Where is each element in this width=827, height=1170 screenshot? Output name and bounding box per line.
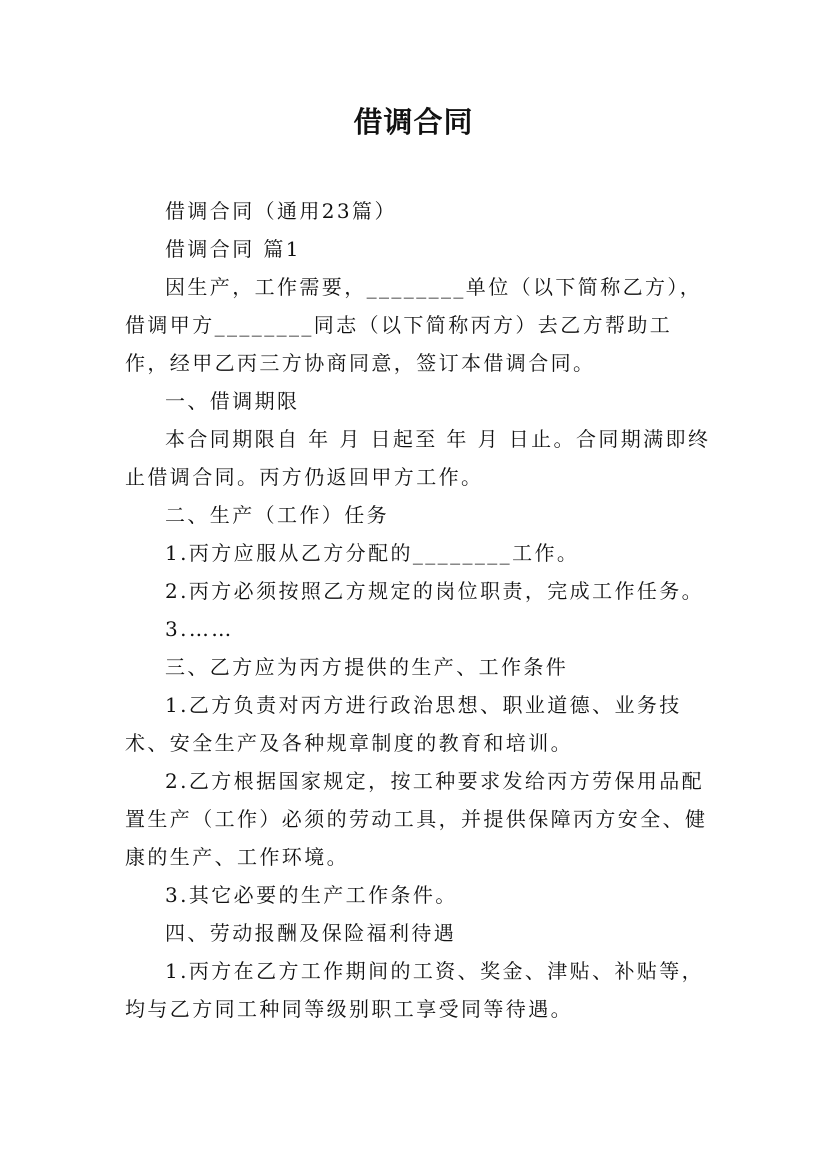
document-title: 借调合同 xyxy=(353,105,474,139)
section-heading: 借调合同 篇1 xyxy=(165,237,301,261)
subtitle-line: 借调合同（通用23篇） xyxy=(165,199,397,223)
condition-item: 3.其它必要的生产工作条件。 xyxy=(165,883,458,907)
task-item: 3.…… xyxy=(165,617,234,641)
section-heading: 三、乙方应为丙方提供的生产、工作条件 xyxy=(165,655,569,679)
section-heading: 四、劳动报酬及保险福利待遇 xyxy=(165,921,457,945)
term-paragraph: 本合同期限自 年 月 日起至 年 月 日止。合同期满即终止借调合同。丙方仍返回甲方工作。 xyxy=(125,427,711,489)
intro-paragraph: 因生产，工作需要，________单位（以下简称乙方），借调甲方________同志（以下简称丙方）去乙方帮助工作，经甲乙丙三方协商同意，签订本借调合同。 xyxy=(125,275,703,375)
document-body xyxy=(125,192,715,1028)
compensation-item: 1.丙方在乙方工作期间的工资、奖金、津贴、补贴等，均与乙方同工种同等级别职工享受同等待遇。 xyxy=(125,959,705,1021)
section-heading: 二、生产（工作）任务 xyxy=(165,503,389,527)
condition-item: 1.乙方负责对丙方进行政治思想、职业道德、业务技术、安全生产及各种规章制度的教育和培训。 xyxy=(125,693,682,755)
task-item: 1.丙方应服从乙方分配的________工作。 xyxy=(165,541,580,565)
section-heading: 一、借调期限 xyxy=(165,389,300,413)
condition-item: 2.乙方根据国家规定，按工种要求发给丙方劳保用品配置生产（工作）必须的劳动工具，并提供保障丙方安全、健康的生产、工作环境。 xyxy=(125,769,708,869)
task-item: 2.丙方必须按照乙方规定的岗位职责，完成工作任务。 xyxy=(165,579,705,603)
